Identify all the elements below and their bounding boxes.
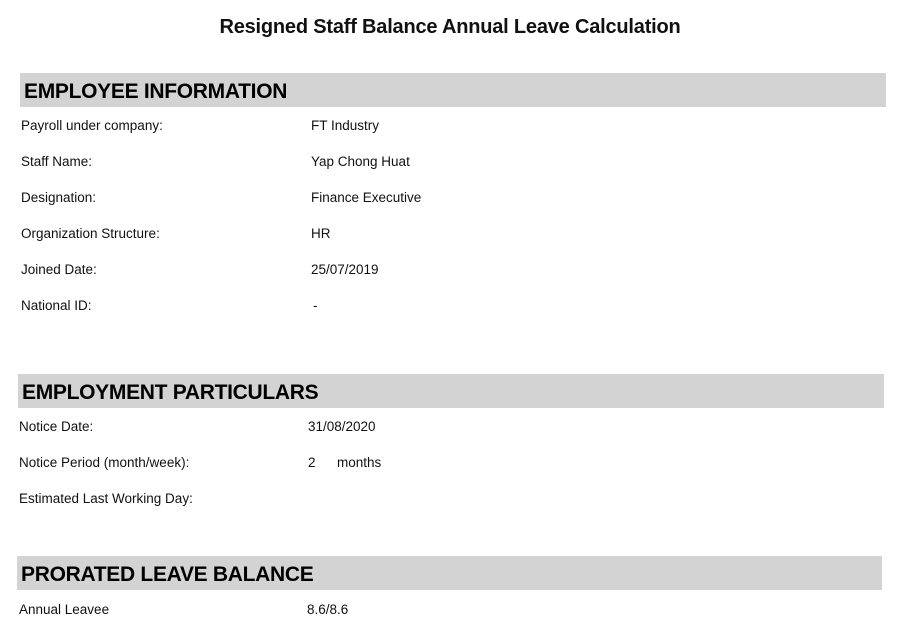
field-value: 25/07/2019 [311,262,379,277]
field-label: Notice Period (month/week): [19,455,190,470]
field-value: 8.6/8.6 [307,602,349,617]
field-value: Finance Executive [311,190,422,205]
field-value: 31/08/2020 [308,419,376,434]
field-label: Staff Name: [21,154,93,169]
field-label: Payroll under company: [21,118,163,133]
field-unit: months [337,455,382,470]
field-label: Joined Date: [21,262,97,277]
field-label: National ID: [21,298,92,313]
section-header-employment-particulars: EMPLOYMENT PARTICULARS [18,374,884,408]
field-value: FT Industry [311,118,380,133]
section-header-prorated-leave-balance: PRORATED LEAVE BALANCE [17,556,882,590]
page-title: Resigned Staff Balance Annual Leave Calculation [219,16,681,38]
field-value: 2 [308,455,316,470]
field-label: Designation: [21,190,97,205]
section-header-employee-information: EMPLOYEE INFORMATION [20,73,886,107]
field-label: Estimated Last Working Day: [19,491,193,506]
field-value: Yap Chong Huat [311,154,410,169]
field-value: HR [311,226,331,241]
field-value: - [313,298,318,313]
field-label: Organization Structure: [21,226,160,241]
field-label: Annual Leavee [19,602,110,617]
field-label: Notice Date: [19,419,94,434]
